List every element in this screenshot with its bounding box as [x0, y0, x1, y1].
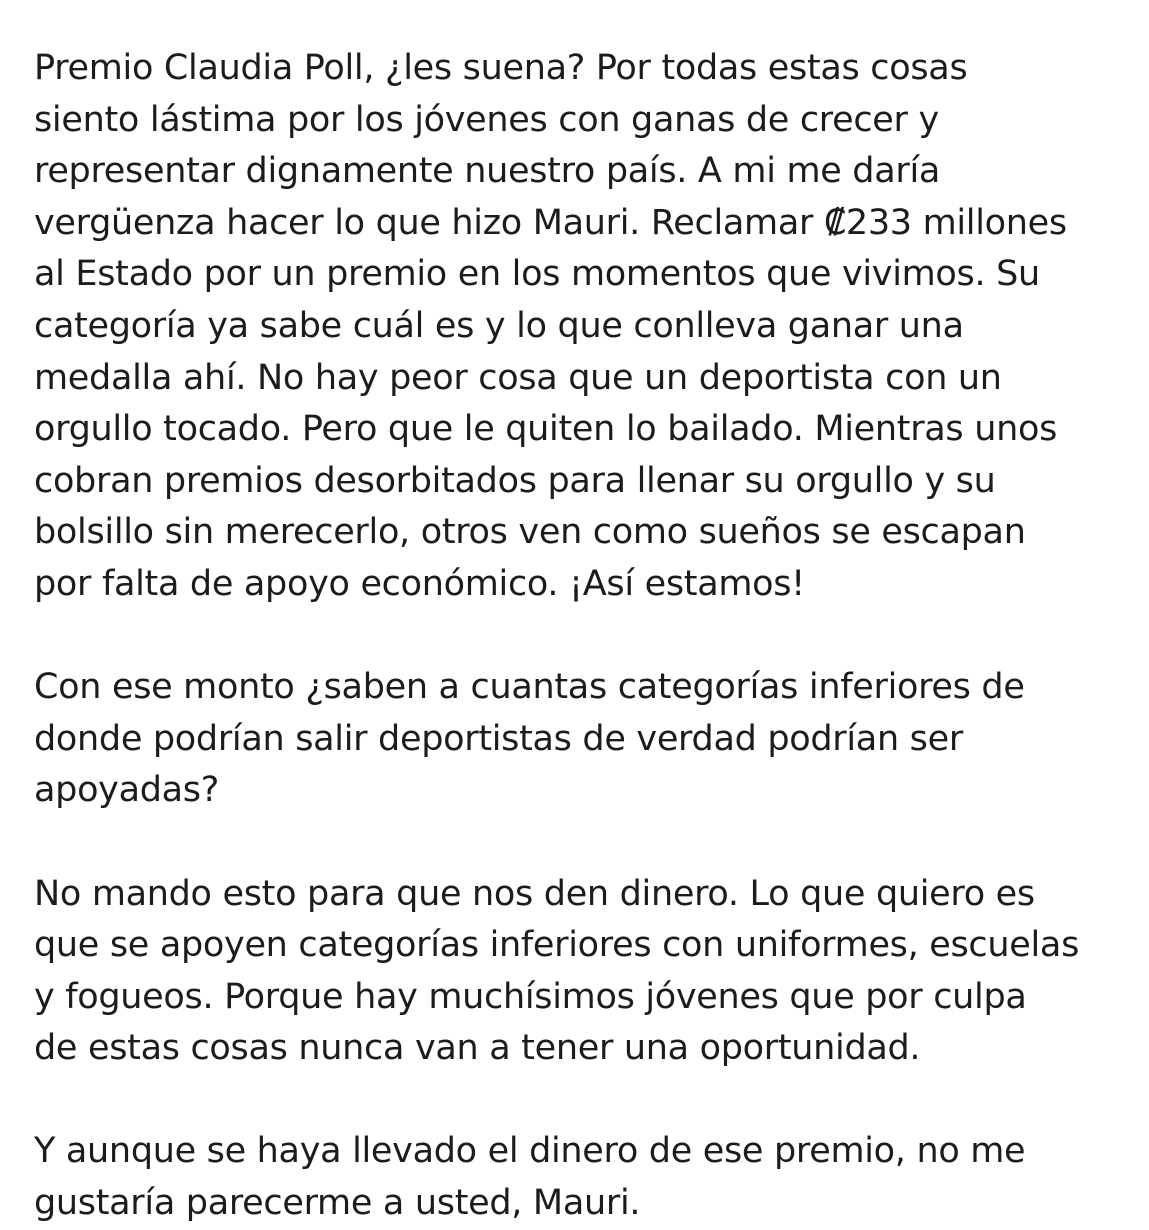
text-line: Con ese monto ¿saben a cuantas categorías inferiores de — [34, 667, 1025, 708]
paragraph-3 — [34, 869, 1134, 1075]
text-line: medalla ahí. No hay peor cosa que un deportista con un — [34, 357, 1002, 398]
text-line: vergüenza hacer lo que hizo Mauri. Reclamar ₡233 millones — [34, 202, 1067, 243]
text-line: donde podrían salir deportistas de verdad podrían ser — [34, 718, 963, 759]
text-line: representar dignamente nuestro país. A mi me daría — [34, 151, 941, 192]
text-line: y fogueos. Porque hay muchísimos jóvenes que por culpa — [34, 976, 1027, 1017]
text-line: al Estado por un premio en los momentos que vivimos. Su — [34, 254, 1040, 295]
text-line: gustaría parecerme a usted, Mauri. — [34, 1183, 641, 1224]
text-line: No mando esto para que nos den dinero. Lo que quiero es — [34, 873, 1035, 914]
text-line: categoría ya sabe cuál es y lo que conlleva ganar una — [34, 305, 964, 346]
text-line: apoyadas? — [34, 770, 220, 811]
text-line: cobran premios desorbitados para llenar su orgullo y su — [34, 460, 996, 501]
paragraph-4 — [34, 1126, 1134, 1229]
post-body — [34, 43, 1134, 1230]
text-line: por falta de apoyo económico. ¡Así estamos! — [34, 563, 805, 604]
text-line: siento lástima por los jóvenes con ganas de crecer y — [34, 99, 939, 140]
text-line: Y aunque se haya llevado el dinero de ese premio, no me — [34, 1131, 1026, 1172]
paragraph-2 — [34, 662, 1134, 817]
text-line: orgullo tocado. Pero que le quiten lo bailado. Mientras unos — [34, 409, 1058, 450]
text-line: Premio Claudia Poll, ¿les suena? Por todas estas cosas — [34, 48, 968, 88]
text-line: de estas cosas nunca van a tener una oportunidad. — [34, 1028, 921, 1069]
text-line: que se apoyen categorías inferiores con uniformes, escuelas — [34, 925, 1079, 966]
paragraph-1 — [34, 43, 1134, 611]
text-line: bolsillo sin merecerlo, otros ven como sueños se escapan — [34, 512, 1026, 553]
